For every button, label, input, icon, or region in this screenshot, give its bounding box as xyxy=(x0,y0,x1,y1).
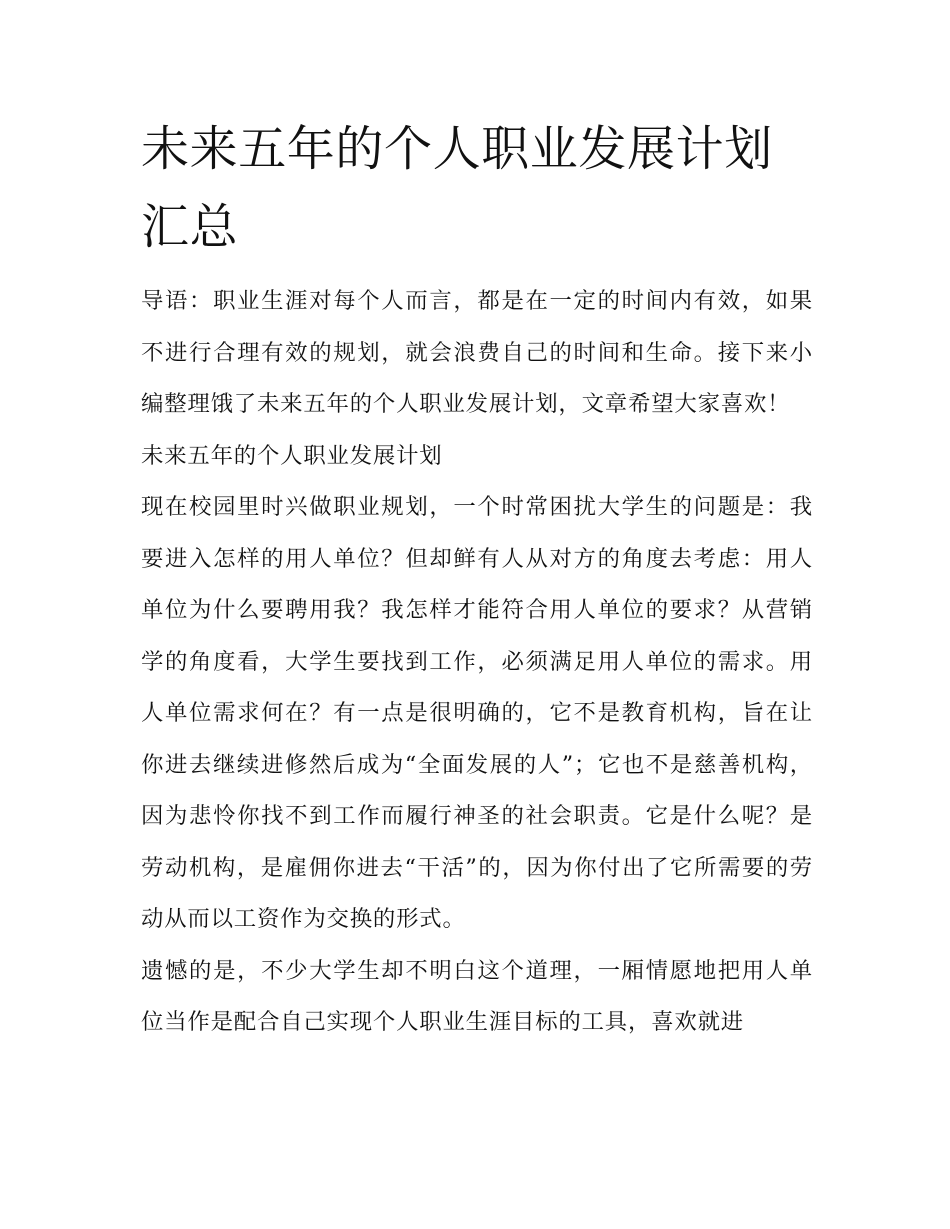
body-paragraph: 现在校园里时兴做职业规划，一个时常困扰大学生的问题是：我要进入怎样的用人单位？但却鲜有人从对方的角度去考虑：用人单位为什么要聘用我？我怎样才能符合用人单位的要求？从营销学的角度看，大学生要找到工作，必须满足用人单位的需求。用人单位需求何在？有一点是很明确的，它不是教育机构，旨在让你进去继续进修然后成为“全面发展的人”；它也不是慈善机构，因为悲怜你找不到工作而履行神圣的社会职责。它是什么呢？是劳动机构，是雇佣你进去“干活”的，因为你付出了它所需要的劳动从而以工资作为交换的形式。 xyxy=(141,494,813,932)
document-body xyxy=(141,276,813,1049)
section-heading: 未来五年的个人职业发展计划 xyxy=(141,442,443,469)
body-paragraph: 遗憾的是，不少大学生却不明白这个道理，一厢情愿地把用人单位当作是配合自己实现个人职业生涯目标的工具，喜欢就进 xyxy=(141,957,813,1035)
intro-paragraph: 导语：职业生涯对每个人而言，都是在一定的时间内有效，如果不进行合理有效的规划，就会浪费自己的时间和生命。接下来小编整理饿了未来五年的个人职业发展计划，文章希望大家喜欢！ xyxy=(141,288,813,417)
document-title: 未来五年的个人职业发展计划汇总 xyxy=(141,121,773,255)
